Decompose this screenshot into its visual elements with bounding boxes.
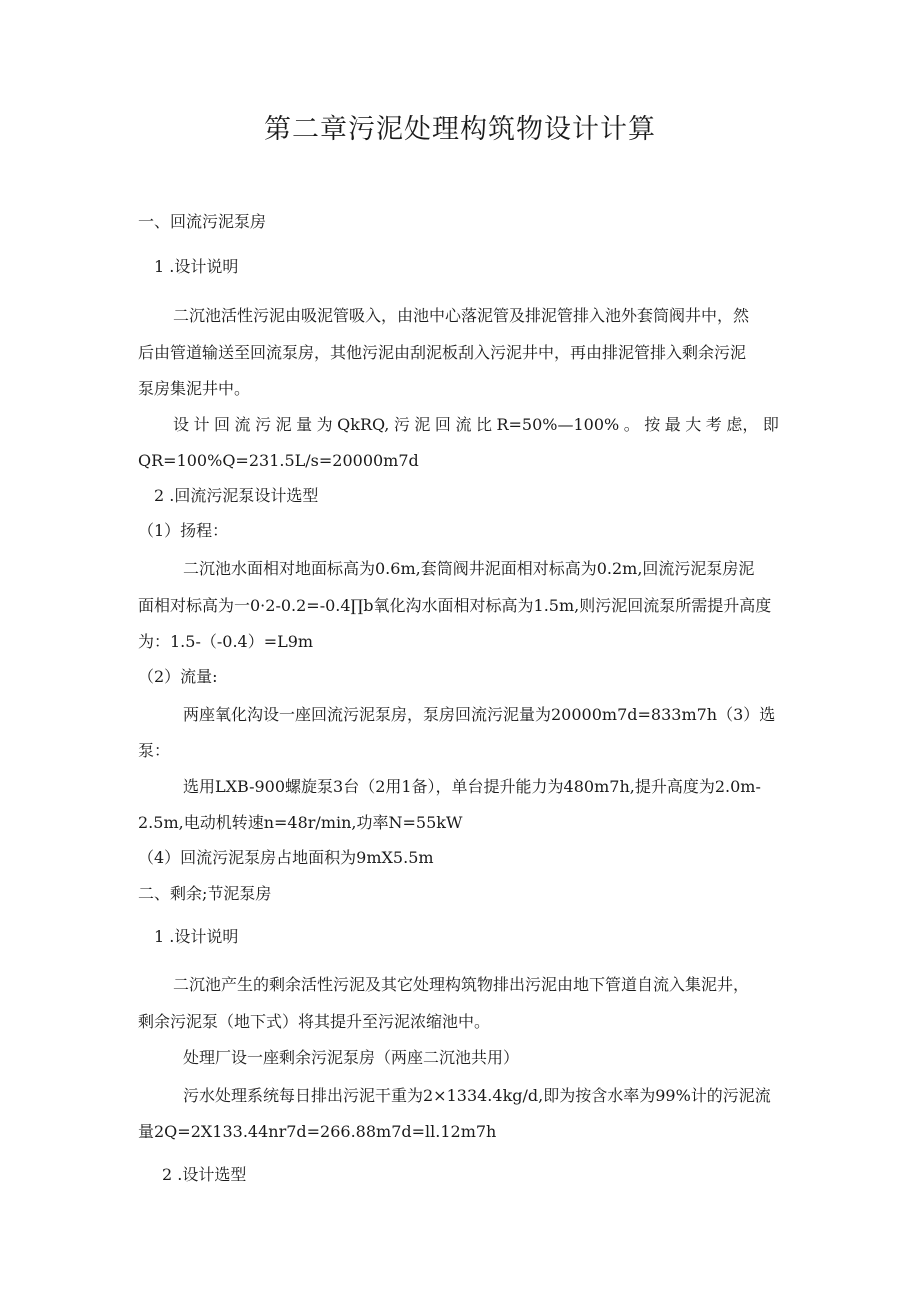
item-heading-flow: （2）流量:	[138, 667, 218, 686]
paragraph-line: 2.5m,电动机转速n=48r/min,功率N=55kW	[138, 813, 463, 832]
paragraph-line: 量2Q=2X133.44nr7d=266.88m7d=ll.12m7h	[138, 1122, 497, 1141]
word: 回	[214, 415, 231, 434]
word: 虑，	[726, 415, 759, 434]
section-heading-2: 二、剩余;节泥泵房	[138, 884, 272, 903]
word: 污	[393, 415, 410, 434]
word: 计	[193, 415, 210, 434]
word: R=50%—100%	[496, 415, 620, 434]
word: 为	[316, 415, 333, 434]
paragraph-line: 泵房集泥井中。	[138, 379, 251, 398]
paragraph-line: 后由管道输送至回流泵房，其他污泥由刮泥板刮入污泥井中，再由排泥管排入剩余污泥	[138, 343, 747, 362]
word: 按	[644, 415, 661, 434]
word: 。	[623, 415, 640, 434]
word: QkRQ,	[337, 415, 390, 434]
paragraph-line: QR=100%Q=231.5L/s=20000m7d	[138, 451, 419, 470]
word: 设	[173, 415, 190, 434]
paragraph-line: 二沉池活性污泥由吸泥管吸入，由池中心落泥管及排泥管排入池外套筒阀井中，然	[173, 306, 750, 325]
word: 考	[705, 415, 722, 434]
paragraph-line: 面相对标高为一0·2-0.2=-0.4∏b氧化沟水面相对标高为1.5m,则污泥回流泵所需提升高度	[138, 596, 772, 615]
paragraph-line: 污水处理系统每日排出污泥干重为2×1334.4kg/d,即为按含水率为99%计的污泥流	[183, 1086, 771, 1105]
word: 流	[455, 415, 472, 434]
word: 最	[664, 415, 681, 434]
item-heading-head: （1）扬程：	[138, 521, 229, 540]
page-title: 第二章污泥处理构筑物设计计算	[264, 114, 656, 145]
paragraph-line: 泵：	[138, 741, 171, 760]
paragraph-line: 处理厂设一座剩余污泥泵房（两座二沉池共用）	[183, 1048, 520, 1067]
word: 污	[255, 415, 272, 434]
paragraph-line: 两座氧化沟设一座回流污泥泵房，泵房回流污泥量为20000m7d=833m7h（3）选	[183, 705, 776, 724]
word: 大	[685, 415, 702, 434]
section-heading-1: 一、回流污泥泵房	[138, 212, 267, 231]
paragraph-line: 二沉池水面相对地面标高为0.6m,套筒阀井泥面相对标高为0.2m,回流污泥泵房泥	[183, 559, 755, 578]
subheading-pump-selection: 2 .回流污泥泵设计选型	[154, 486, 319, 505]
paragraph-line: 选用LXB-900螺旋泵3台（2用1备），单台提升能力为480m7h,提升高度为2.0m-	[183, 777, 761, 796]
paragraph-line: 二沉池产生的剩余活性污泥及其它处理构筑物排出污泥由地下管道自流入集泥井，	[173, 975, 750, 994]
paragraph-line: 剩余污泥泵（地下式）将其提升至污泥浓缩池中。	[138, 1012, 491, 1031]
word: 泥	[414, 415, 431, 434]
word: 回	[434, 415, 451, 434]
subheading-design-notes-1: 1 .设计说明	[154, 257, 239, 276]
item-heading-area: （4）回流污泥泵房占地面积为9mX5.5m	[138, 848, 434, 867]
paragraph-line: 为：1.5-（-0.4）=L9m	[138, 632, 314, 651]
word: 流	[234, 415, 251, 434]
word: 泥	[275, 415, 292, 434]
paragraph-justified-line	[173, 414, 779, 436]
subheading-design-notes-2: 1 .设计说明	[154, 927, 239, 946]
word: 量	[296, 415, 313, 434]
subheading-selection: 2 .设计选型	[162, 1165, 247, 1184]
word: 比	[475, 415, 492, 434]
word: 即	[762, 415, 779, 434]
